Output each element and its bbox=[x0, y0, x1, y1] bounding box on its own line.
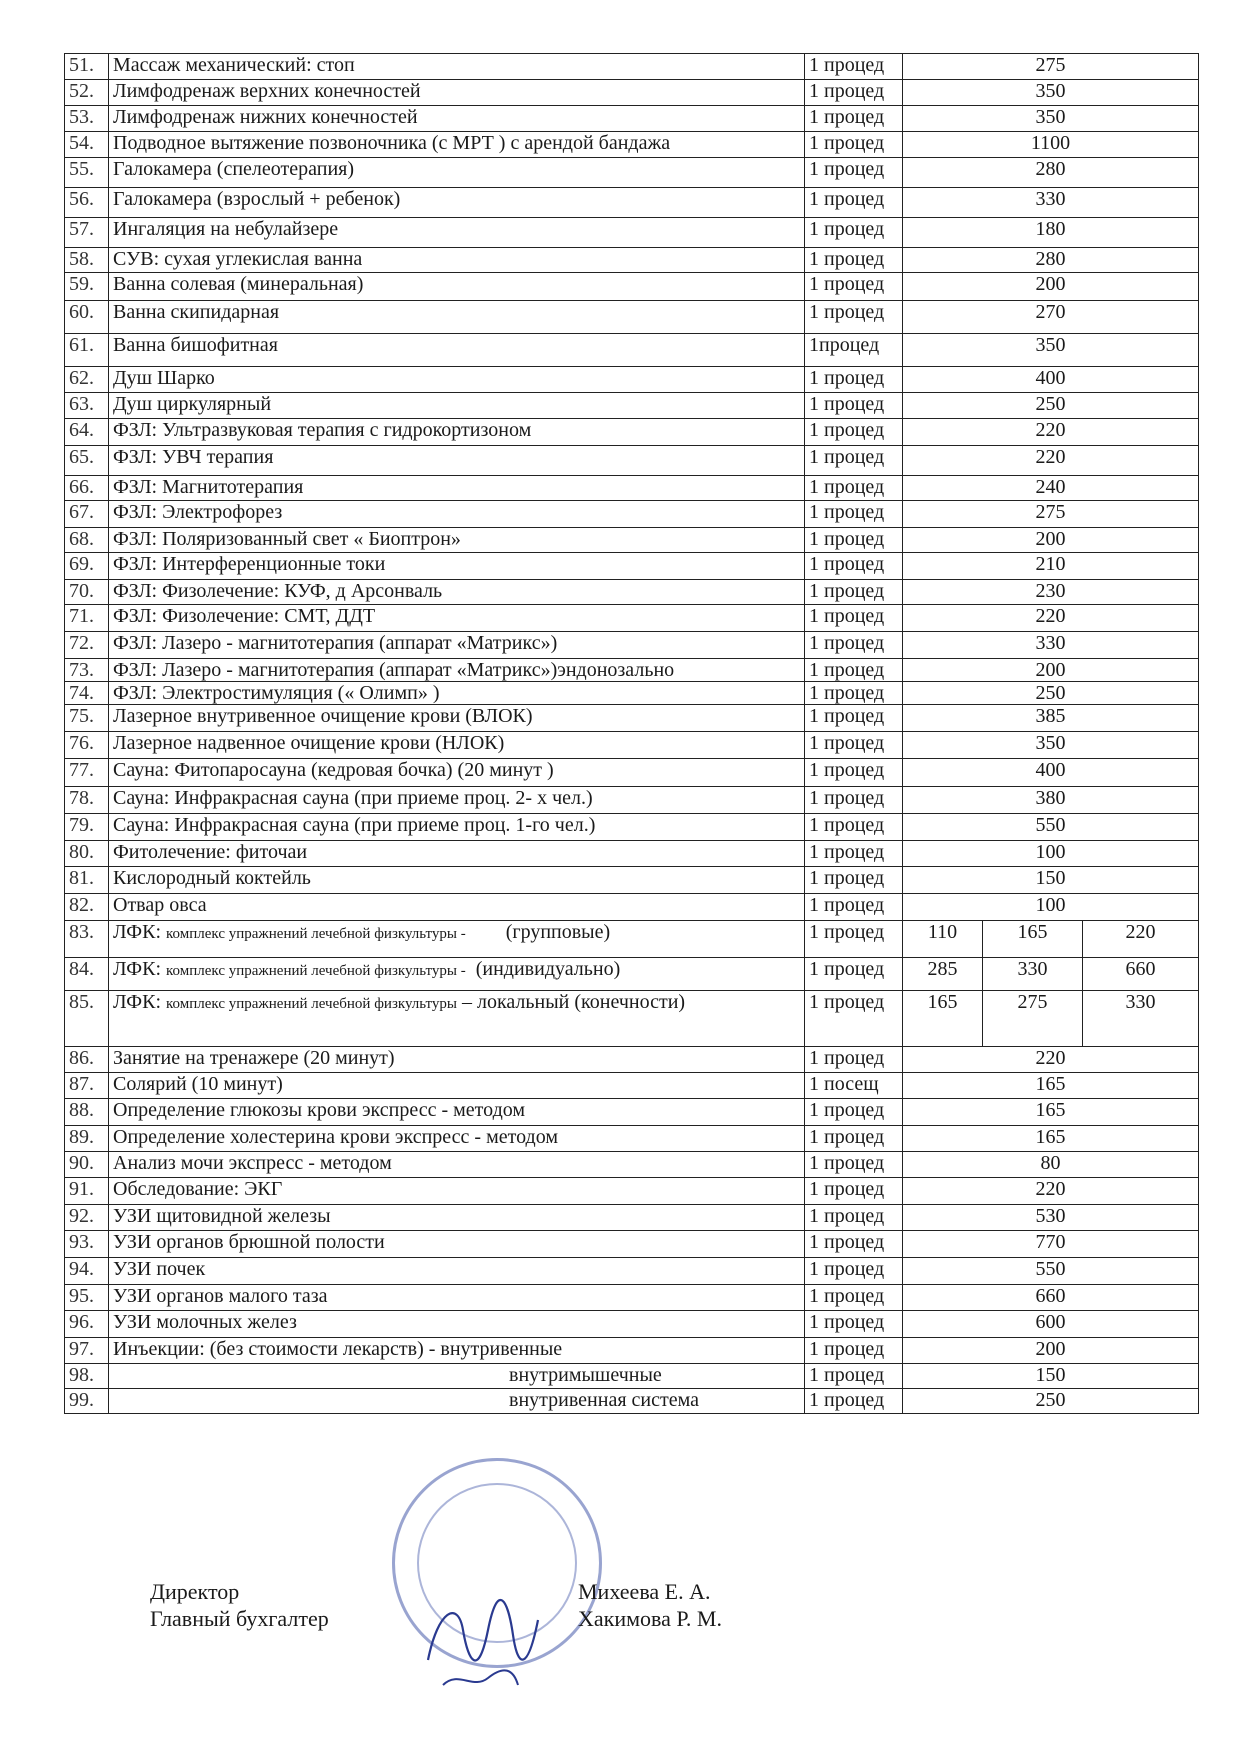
unit-label: 1 процед bbox=[805, 528, 903, 553]
row-number: 68. bbox=[65, 528, 109, 553]
service-description: комплекс упражнений лечебной физкультуры - bbox=[166, 963, 466, 979]
price-value: 330 bbox=[903, 188, 1199, 218]
unit-label: 1 процед bbox=[805, 1099, 903, 1126]
price-value: 220 bbox=[903, 1047, 1199, 1073]
row-number: 91. bbox=[65, 1178, 109, 1205]
price-value: 220 bbox=[903, 446, 1199, 476]
row-number: 61. bbox=[65, 334, 109, 367]
service-name: Ингаляция на небулайзере bbox=[109, 218, 805, 248]
service-name: Массаж механический: стоп bbox=[109, 54, 805, 80]
row-number: 77. bbox=[65, 759, 109, 787]
price-value: 165 bbox=[903, 1099, 1199, 1126]
row-number: 80. bbox=[65, 841, 109, 867]
table-row bbox=[65, 132, 1199, 158]
table-row bbox=[65, 1231, 1199, 1258]
table-row bbox=[65, 1205, 1199, 1231]
row-number: 76. bbox=[65, 732, 109, 759]
unit-label: 1 процед bbox=[805, 132, 903, 158]
service-name: ФЗЛ: Лазеро - магнитотерапия (аппарат «Матрикс») bbox=[109, 632, 805, 659]
service-name: ФЗЛ: Физолечение: СМТ, ДДТ bbox=[109, 605, 805, 632]
table-row bbox=[65, 334, 1199, 367]
price-value: 210 bbox=[903, 553, 1199, 580]
row-number: 79. bbox=[65, 814, 109, 841]
row-number: 89. bbox=[65, 1126, 109, 1152]
service-name: УЗИ органов брюшной полости bbox=[109, 1231, 805, 1258]
price-value: 280 bbox=[903, 158, 1199, 188]
unit-label: 1 процед bbox=[805, 553, 903, 580]
table-row bbox=[65, 1047, 1199, 1073]
price-value: 400 bbox=[903, 367, 1199, 393]
unit-label: 1 процед bbox=[805, 1205, 903, 1231]
row-number: 63. bbox=[65, 393, 109, 419]
row-number: 51. bbox=[65, 54, 109, 80]
row-number: 83. bbox=[65, 921, 109, 958]
service-name: ФЗЛ: Ультразвуковая терапия с гидрокортизоном bbox=[109, 419, 805, 446]
unit-label: 1 процед bbox=[805, 732, 903, 759]
row-number: 59. bbox=[65, 273, 109, 301]
table-row bbox=[65, 393, 1199, 419]
table-row bbox=[65, 682, 1199, 705]
service-name: ФЗЛ: УВЧ терапия bbox=[109, 446, 805, 476]
service-name: Ванна солевая (минеральная) bbox=[109, 273, 805, 301]
service-name: Отвар овса bbox=[109, 894, 805, 921]
unit-label: 1 процед bbox=[805, 188, 903, 218]
service-name: Лимфодренаж нижних конечностей bbox=[109, 106, 805, 132]
service-name: внутримышечные bbox=[109, 1364, 805, 1389]
unit-label: 1 процед bbox=[805, 446, 903, 476]
row-number: 87. bbox=[65, 1073, 109, 1099]
unit-label: 1 процед bbox=[805, 80, 903, 106]
table-row bbox=[65, 867, 1199, 894]
table-row bbox=[65, 188, 1199, 218]
unit-label: 1 процед bbox=[805, 54, 903, 80]
unit-label: 1 процед bbox=[805, 682, 903, 705]
service-name: СУВ: сухая углекислая ванна bbox=[109, 248, 805, 273]
price-group-1: 165 bbox=[903, 991, 983, 1047]
unit-label: 1 процед bbox=[805, 1047, 903, 1073]
unit-label: 1 процед bbox=[805, 659, 903, 682]
table-row bbox=[65, 273, 1199, 301]
price-group-1: 110 bbox=[903, 921, 983, 958]
service-name: Сауна: Инфракрасная сауна (при приеме проц. 1-го чел.) bbox=[109, 814, 805, 841]
price-value: 250 bbox=[903, 1389, 1199, 1414]
table-row bbox=[65, 1073, 1199, 1099]
row-number: 60. bbox=[65, 301, 109, 334]
price-value: 165 bbox=[903, 1126, 1199, 1152]
price-group-3: 220 bbox=[1083, 921, 1199, 958]
unit-label: 1 процед bbox=[805, 106, 903, 132]
row-number: 56. bbox=[65, 188, 109, 218]
table-row bbox=[65, 759, 1199, 787]
row-number: 94. bbox=[65, 1258, 109, 1285]
service-name: Кислородный коктейль bbox=[109, 867, 805, 894]
price-value: 100 bbox=[903, 841, 1199, 867]
unit-label: 1 процед bbox=[805, 759, 903, 787]
service-name: Обследование: ЭКГ bbox=[109, 1178, 805, 1205]
row-number: 99. bbox=[65, 1389, 109, 1414]
price-value: 275 bbox=[903, 501, 1199, 528]
row-number: 70. bbox=[65, 580, 109, 605]
price-value: 150 bbox=[903, 1364, 1199, 1389]
unit-label: 1 процед bbox=[805, 476, 903, 501]
row-number: 62. bbox=[65, 367, 109, 393]
row-number: 73. bbox=[65, 659, 109, 682]
price-value: 200 bbox=[903, 659, 1199, 682]
price-value: 150 bbox=[903, 867, 1199, 894]
table-row bbox=[65, 1178, 1199, 1205]
unit-label: 1 процед bbox=[805, 841, 903, 867]
unit-label: 1 процед bbox=[805, 705, 903, 732]
table-row bbox=[65, 1285, 1199, 1311]
signatures-block bbox=[150, 1578, 850, 1638]
row-number: 78. bbox=[65, 787, 109, 814]
service-description: комплекс упражнений лечебной физкультуры - bbox=[166, 926, 466, 942]
unit-label: 1 процед bbox=[805, 273, 903, 301]
price-value: 660 bbox=[903, 1285, 1199, 1311]
price-group-3: 660 bbox=[1083, 958, 1199, 991]
unit-label: 1 процед bbox=[805, 1126, 903, 1152]
table-row bbox=[65, 80, 1199, 106]
service-name: Инъекции: (без стоимости лекарств) - внутривенные bbox=[109, 1338, 805, 1364]
service-name: ФЗЛ: Лазеро - магнитотерапия (аппарат «Матрикс»)эндонозально bbox=[109, 659, 805, 682]
unit-label: 1 процед bbox=[805, 1389, 903, 1414]
unit-label: 1 процед bbox=[805, 605, 903, 632]
service-suffix: (групповые) bbox=[465, 921, 611, 943]
table-row bbox=[65, 814, 1199, 841]
accountant-role: Главный бухгалтер bbox=[150, 1606, 329, 1631]
price-value: 275 bbox=[903, 54, 1199, 80]
row-number: 90. bbox=[65, 1152, 109, 1178]
row-number: 54. bbox=[65, 132, 109, 158]
price-value: 100 bbox=[903, 894, 1199, 921]
price-value: 550 bbox=[903, 1258, 1199, 1285]
row-number: 98. bbox=[65, 1364, 109, 1389]
table-row bbox=[65, 894, 1199, 921]
service-name: Занятие на тренажере (20 минут) bbox=[109, 1047, 805, 1073]
service-name: ФЗЛ: Магнитотерапия bbox=[109, 476, 805, 501]
unit-label: 1 процед bbox=[805, 894, 903, 921]
unit-label: 1процед bbox=[805, 334, 903, 367]
row-number: 75. bbox=[65, 705, 109, 732]
service-name bbox=[109, 991, 805, 1047]
service-name: УЗИ органов малого таза bbox=[109, 1285, 805, 1311]
service-name: Лазерное внутривенное очищение крови (ВЛОК) bbox=[109, 705, 805, 732]
service-name: УЗИ почек bbox=[109, 1258, 805, 1285]
price-group-2: 165 bbox=[983, 921, 1083, 958]
price-list-table bbox=[64, 53, 1199, 1414]
unit-label: 1 процед bbox=[805, 991, 903, 1047]
unit-label: 1 процед bbox=[805, 580, 903, 605]
unit-label: 1 процед bbox=[805, 367, 903, 393]
unit-label: 1 процед bbox=[805, 248, 903, 273]
row-number: 85. bbox=[65, 991, 109, 1047]
price-value: 165 bbox=[903, 1073, 1199, 1099]
price-value: 200 bbox=[903, 1338, 1199, 1364]
table-row bbox=[65, 446, 1199, 476]
table-row bbox=[65, 54, 1199, 80]
service-name: Галокамера (спелеотерапия) bbox=[109, 158, 805, 188]
table-row bbox=[65, 218, 1199, 248]
service-name: Душ Шарко bbox=[109, 367, 805, 393]
director-name: Михеева Е. А. bbox=[578, 1579, 711, 1604]
table-row bbox=[65, 921, 1199, 958]
service-suffix: – локальный (конечности) bbox=[456, 991, 686, 1013]
price-value: 270 bbox=[903, 301, 1199, 334]
table-row bbox=[65, 419, 1199, 446]
price-group-2: 330 bbox=[983, 958, 1083, 991]
service-name: УЗИ щитовидной железы bbox=[109, 1205, 805, 1231]
service-name bbox=[109, 958, 805, 991]
service-name: внутривенная система bbox=[109, 1389, 805, 1414]
table-row bbox=[65, 632, 1199, 659]
unit-label: 1 процед bbox=[805, 1338, 903, 1364]
price-value: 400 bbox=[903, 759, 1199, 787]
row-number: 57. bbox=[65, 218, 109, 248]
price-value: 240 bbox=[903, 476, 1199, 501]
price-value: 600 bbox=[903, 1311, 1199, 1338]
table-row bbox=[65, 1338, 1199, 1364]
unit-label: 1 процед bbox=[805, 419, 903, 446]
row-number: 97. bbox=[65, 1338, 109, 1364]
row-number: 53. bbox=[65, 106, 109, 132]
price-value: 250 bbox=[903, 682, 1199, 705]
row-number: 95. bbox=[65, 1285, 109, 1311]
row-number: 86. bbox=[65, 1047, 109, 1073]
row-number: 84. bbox=[65, 958, 109, 991]
price-value: 80 bbox=[903, 1152, 1199, 1178]
unit-label: 1 процед bbox=[805, 501, 903, 528]
unit-label: 1 процед bbox=[805, 632, 903, 659]
price-value: 380 bbox=[903, 787, 1199, 814]
table-row bbox=[65, 605, 1199, 632]
table-row bbox=[65, 659, 1199, 682]
unit-label: 1 процед bbox=[805, 867, 903, 894]
unit-label: 1 процед bbox=[805, 1285, 903, 1311]
price-value: 200 bbox=[903, 528, 1199, 553]
table-row bbox=[65, 1126, 1199, 1152]
unit-label: 1 процед bbox=[805, 787, 903, 814]
unit-label: 1 процед bbox=[805, 958, 903, 991]
unit-label: 1 процед bbox=[805, 1231, 903, 1258]
row-number: 82. bbox=[65, 894, 109, 921]
table-row bbox=[65, 501, 1199, 528]
service-name: Лимфодренаж верхних конечностей bbox=[109, 80, 805, 106]
row-number: 92. bbox=[65, 1205, 109, 1231]
service-suffix: (индивидуально) bbox=[465, 958, 621, 980]
price-value: 180 bbox=[903, 218, 1199, 248]
table-row bbox=[65, 841, 1199, 867]
table-row bbox=[65, 1099, 1199, 1126]
row-number: 69. bbox=[65, 553, 109, 580]
unit-label: 1 процед bbox=[805, 301, 903, 334]
table-row bbox=[65, 787, 1199, 814]
service-name: Сауна: Фитопаросауна (кедровая бочка) (20 минут ) bbox=[109, 759, 805, 787]
table-row bbox=[65, 106, 1199, 132]
price-value: 350 bbox=[903, 732, 1199, 759]
price-group-1: 285 bbox=[903, 958, 983, 991]
unit-label: 1 процед bbox=[805, 1152, 903, 1178]
service-name: Определение глюкозы крови экспресс - методом bbox=[109, 1099, 805, 1126]
price-value: 230 bbox=[903, 580, 1199, 605]
price-value: 1100 bbox=[903, 132, 1199, 158]
price-value: 280 bbox=[903, 248, 1199, 273]
row-number: 66. bbox=[65, 476, 109, 501]
table-row bbox=[65, 301, 1199, 334]
table-row bbox=[65, 1364, 1199, 1389]
price-group-2: 275 bbox=[983, 991, 1083, 1047]
price-value: 220 bbox=[903, 605, 1199, 632]
price-value: 200 bbox=[903, 273, 1199, 301]
accountant-name: Хакимова Р. М. bbox=[578, 1606, 722, 1631]
unit-label: 1 процед bbox=[805, 218, 903, 248]
table-row bbox=[65, 580, 1199, 605]
table-row bbox=[65, 1389, 1199, 1414]
row-number: 67. bbox=[65, 501, 109, 528]
table-row bbox=[65, 991, 1199, 1047]
service-name: ФЗЛ: Электрофорез bbox=[109, 501, 805, 528]
service-name: ФЗЛ: Поляризованный свет « Биоптрон» bbox=[109, 528, 805, 553]
price-value: 250 bbox=[903, 393, 1199, 419]
row-number: 74. bbox=[65, 682, 109, 705]
service-prefix: ЛФК: bbox=[113, 991, 166, 1013]
service-name: Определение холестерина крови экспресс - методом bbox=[109, 1126, 805, 1152]
table-row bbox=[65, 1258, 1199, 1285]
unit-label: 1 посещ bbox=[805, 1073, 903, 1099]
unit-label: 1 процед bbox=[805, 158, 903, 188]
service-prefix: ЛФК: bbox=[113, 958, 166, 980]
price-value: 385 bbox=[903, 705, 1199, 732]
row-number: 93. bbox=[65, 1231, 109, 1258]
unit-label: 1 процед bbox=[805, 1258, 903, 1285]
table-row bbox=[65, 158, 1199, 188]
service-name: Фитолечение: фиточаи bbox=[109, 841, 805, 867]
unit-label: 1 процед bbox=[805, 393, 903, 419]
price-value: 770 bbox=[903, 1231, 1199, 1258]
service-name: ФЗЛ: Интерференционные токи bbox=[109, 553, 805, 580]
row-number: 58. bbox=[65, 248, 109, 273]
row-number: 96. bbox=[65, 1311, 109, 1338]
price-value: 350 bbox=[903, 106, 1199, 132]
service-prefix: ЛФК: bbox=[113, 921, 166, 943]
table-row bbox=[65, 476, 1199, 501]
table-row bbox=[65, 248, 1199, 273]
service-name: Подводное вытяжение позвоночника (с МРТ ) с арендой бандажа bbox=[109, 132, 805, 158]
service-name: Солярий (10 минут) bbox=[109, 1073, 805, 1099]
price-value: 350 bbox=[903, 80, 1199, 106]
service-name: Душ циркулярный bbox=[109, 393, 805, 419]
row-number: 65. bbox=[65, 446, 109, 476]
row-number: 81. bbox=[65, 867, 109, 894]
row-number: 52. bbox=[65, 80, 109, 106]
service-name: ФЗЛ: Электростимуляция (« Олимп» ) bbox=[109, 682, 805, 705]
row-number: 71. bbox=[65, 605, 109, 632]
row-number: 88. bbox=[65, 1099, 109, 1126]
director-role: Директор bbox=[150, 1579, 240, 1604]
price-value: 220 bbox=[903, 419, 1199, 446]
service-name: Лазерное надвенное очищение крови (НЛОК) bbox=[109, 732, 805, 759]
unit-label: 1 процед bbox=[805, 814, 903, 841]
table-row bbox=[65, 367, 1199, 393]
service-name: Галокамера (взрослый + ребенок) bbox=[109, 188, 805, 218]
service-name bbox=[109, 921, 805, 958]
table-row bbox=[65, 553, 1199, 580]
service-name: Сауна: Инфракрасная сауна (при приеме проц. 2- х чел.) bbox=[109, 787, 805, 814]
table-row bbox=[65, 705, 1199, 732]
price-group-3: 330 bbox=[1083, 991, 1199, 1047]
price-value: 330 bbox=[903, 632, 1199, 659]
table-row bbox=[65, 958, 1199, 991]
row-number: 55. bbox=[65, 158, 109, 188]
price-value: 550 bbox=[903, 814, 1199, 841]
service-name: Анализ мочи экспресс - методом bbox=[109, 1152, 805, 1178]
unit-label: 1 процед bbox=[805, 1311, 903, 1338]
row-number: 64. bbox=[65, 419, 109, 446]
table-row bbox=[65, 1152, 1199, 1178]
service-name: Ванна бишофитная bbox=[109, 334, 805, 367]
row-number: 72. bbox=[65, 632, 109, 659]
unit-label: 1 процед bbox=[805, 921, 903, 958]
unit-label: 1 процед bbox=[805, 1178, 903, 1205]
service-name: УЗИ молочных желез bbox=[109, 1311, 805, 1338]
table-row bbox=[65, 732, 1199, 759]
price-value: 530 bbox=[903, 1205, 1199, 1231]
price-value: 350 bbox=[903, 334, 1199, 367]
unit-label: 1 процед bbox=[805, 1364, 903, 1389]
price-value: 220 bbox=[903, 1178, 1199, 1205]
service-name: ФЗЛ: Физолечение: КУФ, д Арсонваль bbox=[109, 580, 805, 605]
service-description: комплекс упражнений лечебной физкультуры bbox=[166, 996, 457, 1012]
table-row bbox=[65, 528, 1199, 553]
table-row bbox=[65, 1311, 1199, 1338]
service-name: Ванна скипидарная bbox=[109, 301, 805, 334]
